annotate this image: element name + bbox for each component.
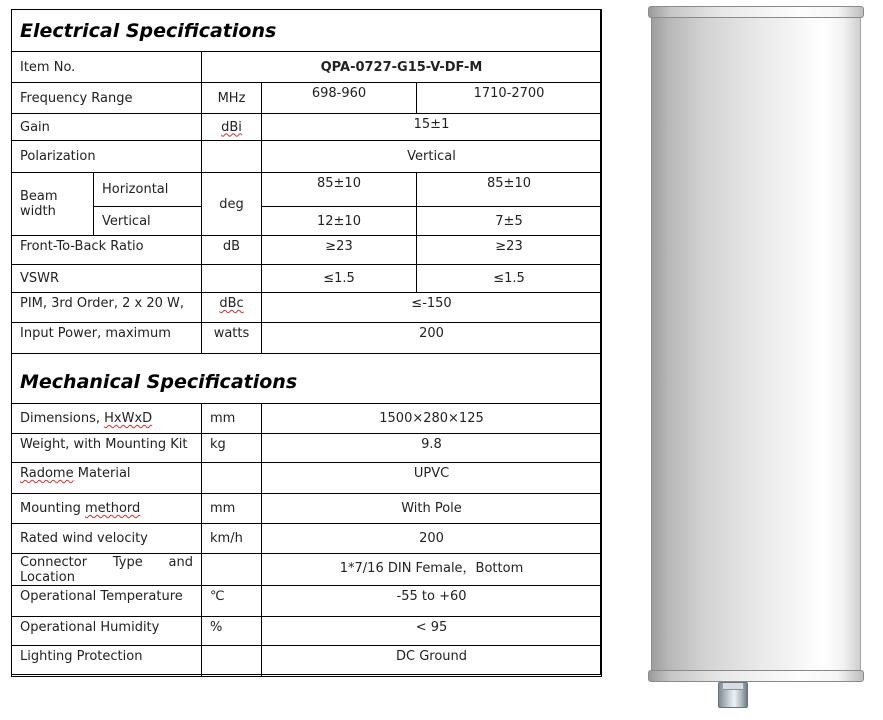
- frequency-high: 1710-2700: [417, 83, 602, 114]
- gain-value: 15±1: [262, 114, 602, 141]
- humidity-unit: %: [202, 617, 262, 646]
- lightning-value: DC Ground: [262, 646, 602, 677]
- op-temp-value: -55 to +60: [262, 586, 602, 617]
- radome-value: UPVC: [262, 463, 602, 494]
- ftb-low: ≥23: [262, 236, 417, 265]
- humidity-label: Operational Humidity: [12, 617, 202, 646]
- ftb-label: Front-To-Back Ratio: [12, 236, 202, 265]
- frequency-low: 698-960: [262, 83, 417, 114]
- beamwidth-v-low: 12±10: [262, 207, 417, 236]
- polarization-value: Vertical: [262, 141, 602, 173]
- pim-label: PIM, 3rd Order, 2 x 20 W,: [12, 293, 202, 323]
- mounting-value: With Pole: [262, 494, 602, 524]
- op-temp-label: Operational Temperature: [12, 586, 202, 617]
- polarization-label: Polarization: [12, 141, 202, 173]
- antenna-radome: [651, 17, 861, 671]
- mechanical-heading: Mechanical Specifications: [12, 354, 602, 404]
- vswr-high: ≤1.5: [417, 265, 602, 293]
- antenna-bottom-cap: [648, 670, 864, 682]
- item-no-value: QPA-0727-G15-V-DF-M: [202, 52, 602, 83]
- antenna-top-cap: [648, 6, 864, 18]
- mounting-unit: mm: [202, 494, 262, 524]
- spec-sheet: [11, 9, 601, 675]
- beamwidth-v-high: 7±5: [417, 207, 602, 236]
- weight-label: Weight, with Mounting Kit: [12, 434, 202, 463]
- spec-table: [11, 9, 602, 677]
- dimensions-label: Dimensions, HxWxD: [12, 404, 202, 434]
- antenna-image: [648, 6, 864, 682]
- dimensions-value: 1500×280×125: [262, 404, 602, 434]
- wind-value: 200: [262, 524, 602, 554]
- power-value: 200: [262, 323, 602, 354]
- beamwidth-h-high: 85±10: [417, 173, 602, 207]
- wind-label: Rated wind velocity: [12, 524, 202, 554]
- beamwidth-unit: deg: [202, 173, 262, 236]
- connector-value: 1*7/16 DIN Female，Bottom: [262, 554, 602, 586]
- power-label: Input Power, maximum: [12, 323, 202, 354]
- ftb-unit: dB: [202, 236, 262, 265]
- radome-label: Radome Material: [12, 463, 202, 494]
- humidity-value: < 95: [262, 617, 602, 646]
- beamwidth-horizontal-label: Horizontal: [94, 173, 202, 207]
- frequency-unit: MHz: [202, 83, 262, 114]
- pim-value: ≤-150: [262, 293, 602, 323]
- wind-unit: km/h: [202, 524, 262, 554]
- op-temp-unit: ℃: [202, 586, 262, 617]
- antenna-connector: [718, 682, 748, 708]
- pim-unit: dBc: [219, 296, 244, 311]
- power-unit: watts: [202, 323, 262, 354]
- beamwidth-vertical-label: Vertical: [94, 207, 202, 236]
- weight-value: 9.8: [262, 434, 602, 463]
- beamwidth-h-low: 85±10: [262, 173, 417, 207]
- electrical-heading: Electrical Specifications: [12, 10, 602, 52]
- ftb-high: ≥23: [417, 236, 602, 265]
- gain-label: Gain: [12, 114, 202, 141]
- vswr-low: ≤1.5: [262, 265, 417, 293]
- beamwidth-label: Beam width: [12, 173, 94, 236]
- lightning-label: Lighting Protection: [12, 646, 202, 677]
- connector-label: Connector Type and Location: [12, 554, 202, 586]
- frequency-label: Frequency Range: [12, 83, 202, 114]
- dimensions-unit: mm: [202, 404, 262, 434]
- mounting-label: Mounting methord: [12, 494, 202, 524]
- weight-unit: kg: [202, 434, 262, 463]
- item-no-label: Item No.: [12, 52, 202, 83]
- gain-unit: dBi: [221, 119, 242, 135]
- vswr-label: VSWR: [12, 265, 202, 293]
